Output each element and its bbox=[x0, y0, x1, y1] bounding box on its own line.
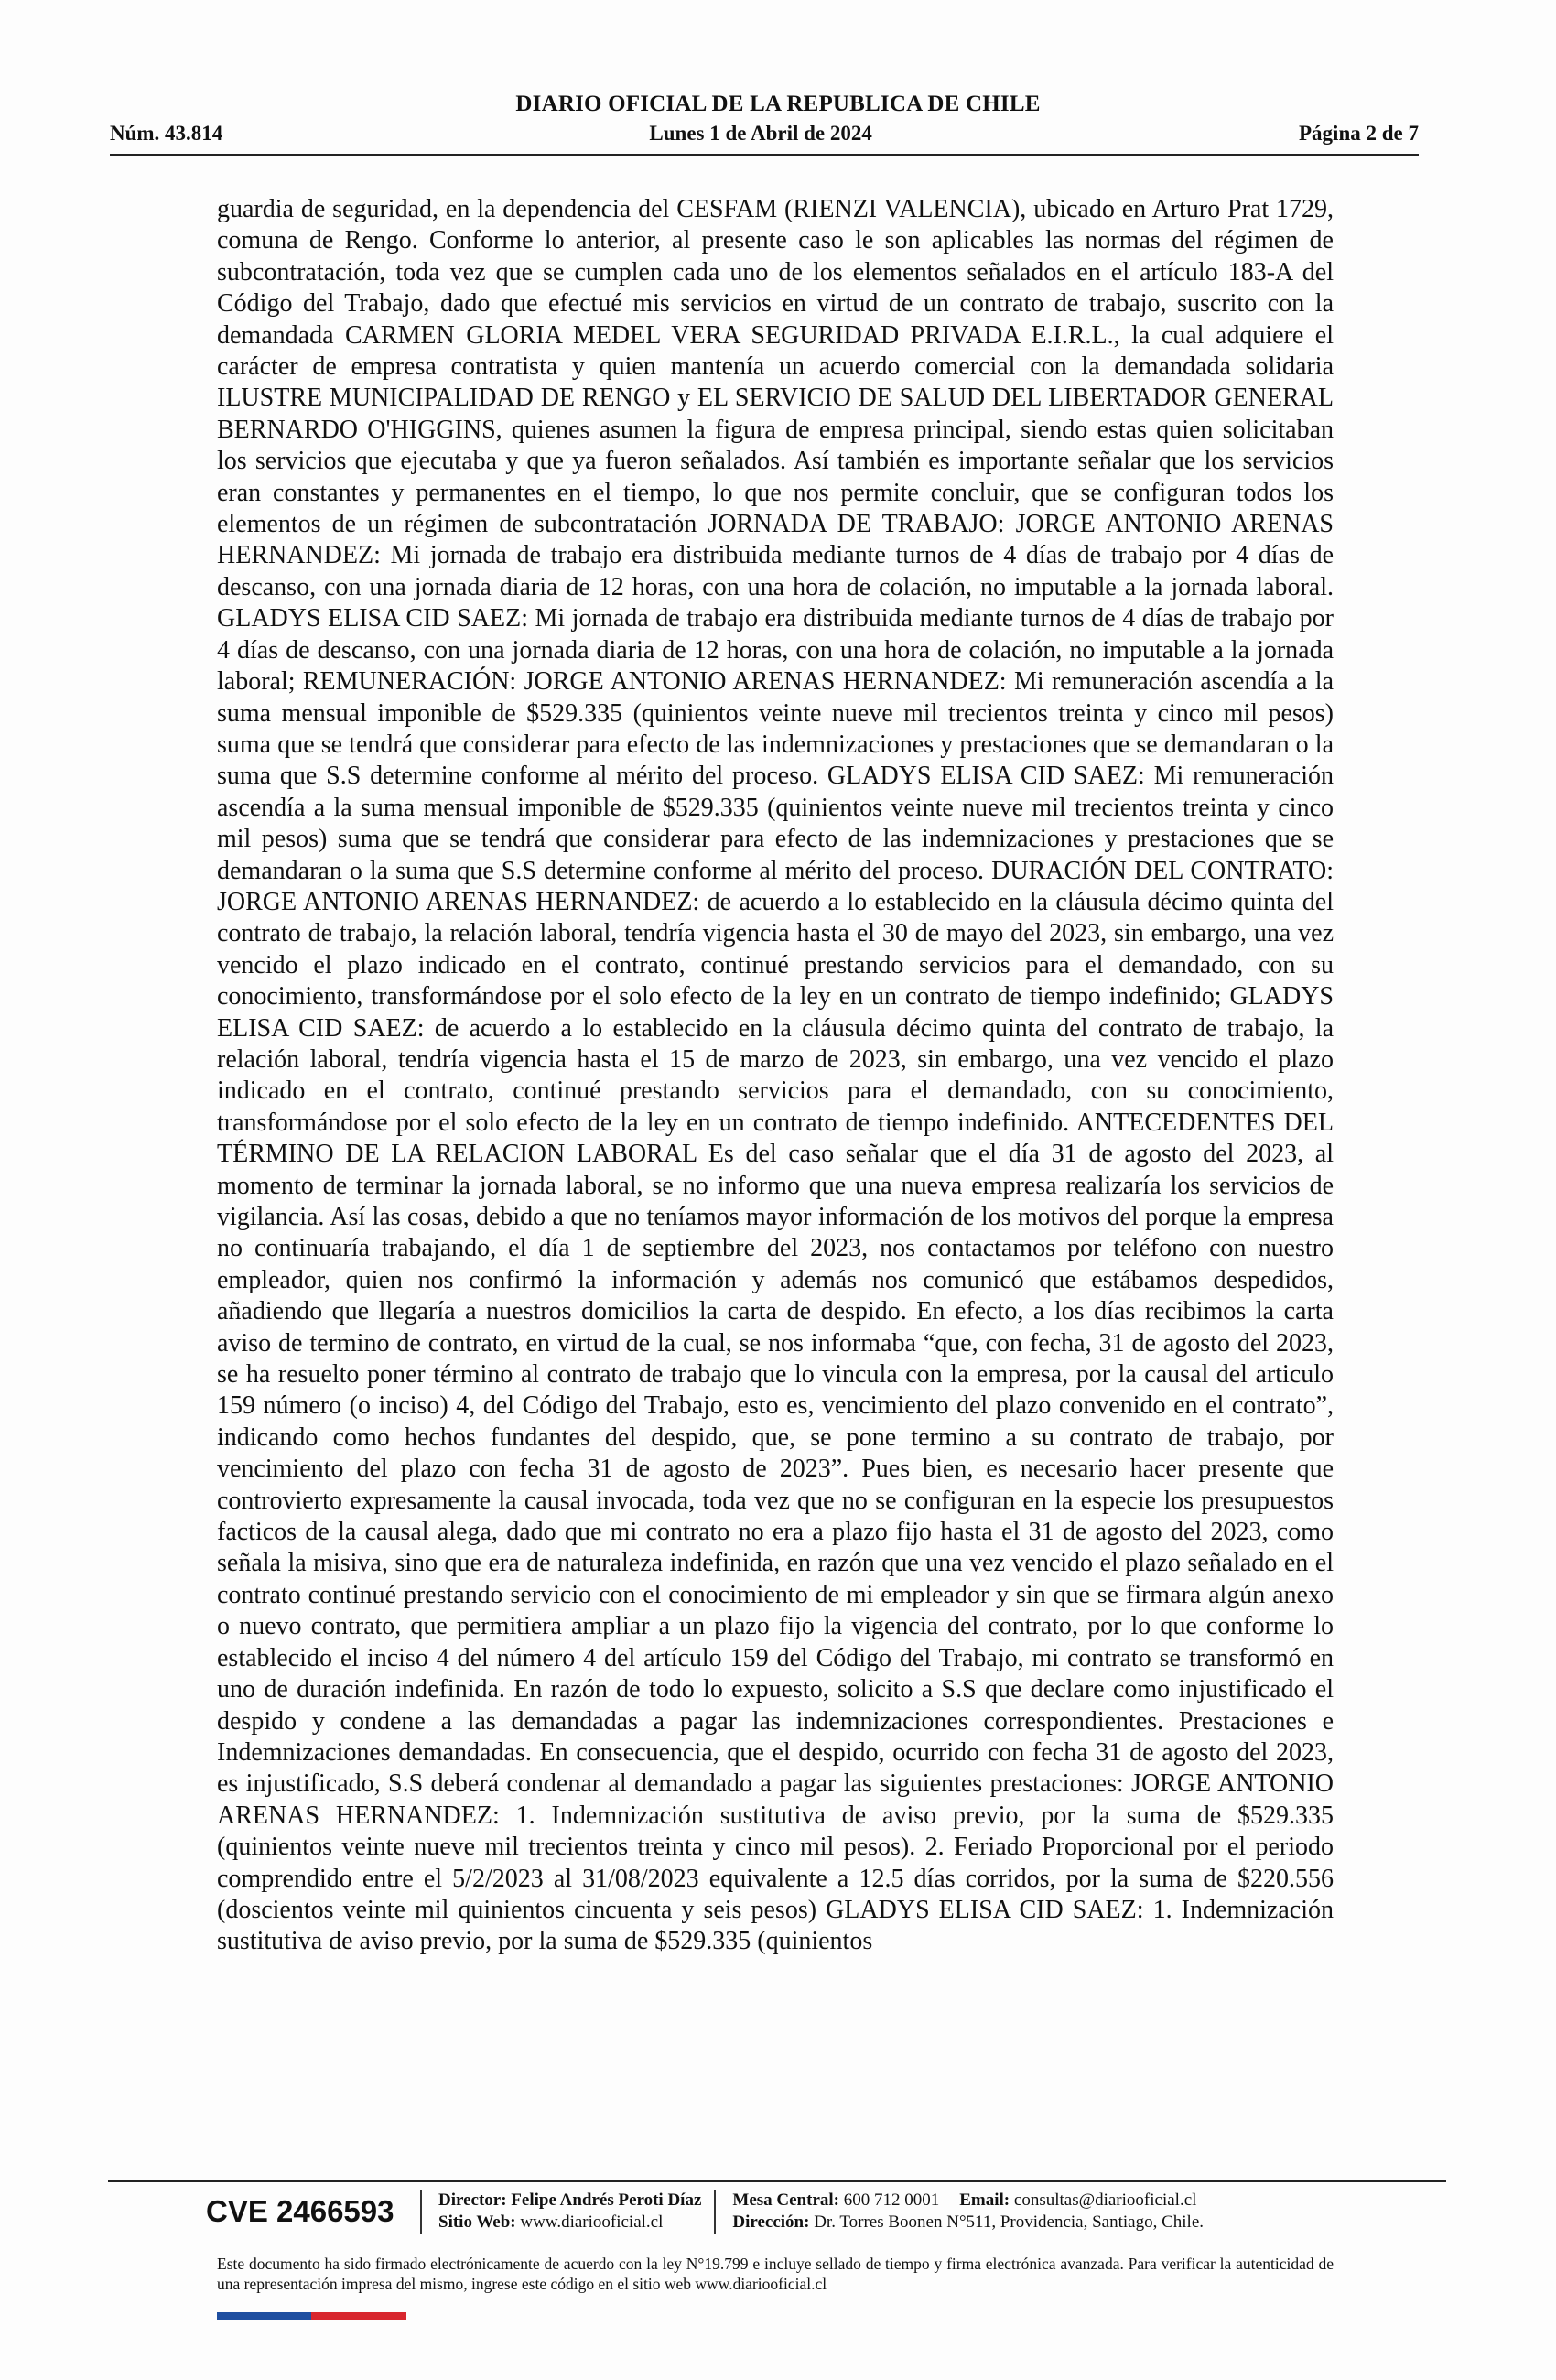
footer-director-block bbox=[420, 2190, 701, 2234]
page-indicator: Página 2 de 7 bbox=[1299, 122, 1419, 145]
footer-contact-block bbox=[714, 2190, 1204, 2234]
website-label: Sitio Web: bbox=[438, 2212, 516, 2232]
header-divider bbox=[110, 154, 1419, 156]
director-label: Director: bbox=[438, 2191, 507, 2210]
flag-blue-bar bbox=[217, 2312, 311, 2320]
phone-label: Mesa Central: bbox=[732, 2191, 839, 2210]
email-label: Email: bbox=[959, 2191, 1010, 2210]
footer-divider-top bbox=[108, 2180, 1446, 2182]
email-link[interactable]: consultas@diariooficial.cl bbox=[1013, 2191, 1197, 2210]
phone-number: 600 712 0001 bbox=[843, 2191, 940, 2210]
website-link[interactable]: www.diariooficial.cl bbox=[520, 2212, 664, 2232]
flag-stripe bbox=[217, 2312, 406, 2320]
issue-date: Lunes 1 de Abril de 2024 bbox=[649, 122, 872, 145]
cve-code: CVE 2466593 bbox=[206, 2194, 394, 2228]
gazette-title: DIARIO OFICIAL DE LA REPUBLICA DE CHILE bbox=[515, 92, 1041, 116]
body-paragraph: guardia de seguridad, en la dependencia del CESFAM (RIENZI VALENCIA), ubicado en Arturo Prat 1729, comuna de Rengo. Conforme lo anterior, al presente caso le son aplicables las normas del régimen de subcontratación, toda vez que se cumplen cada uno de los elementos señalados en el artículo 183-A del Código del Trabajo, dado que efectué mis servicios en virtud de un contrato de trabajo, suscrito con la demandada CARMEN GLORIA MEDEL VERA SEGURIDAD PRIVADA E.I.R.L., la cual adquiere el carácter de empresa contratista y quien mantenía un acuerdo comercial con la demandada solidaria ILUSTRE MUNICIPALIDAD DE RENGO y EL SERVICIO DE SALUD DEL LIBERTADOR GENERAL BERNARDO O'HIGGINS, quienes asumen la figura de empresa principal, siendo estas quien solicitaban los servicios que ejecutaba y que ya fueron señalados. Así también es importante señalar que los servicios eran constantes y permanentes en el tiempo, lo que nos permite concluir, que se configuran todos los elementos de un régimen de subcontratación JORNADA DE TRABAJO: JORGE ANTONIO ARENAS HERNANDEZ: Mi jornada de trabajo era distribuida mediante turnos de 4 días de trabajo por 4 días de descanso, con una jornada diaria de 12 horas, con una hora de colación, no imputable a la jornada laboral. GLADYS ELISA CID SAEZ: Mi jornada de trabajo era distribuida mediante turnos de 4 días de trabajo por 4 días de descanso, con una jornada diaria de 12 horas, con una hora de colación, no imputable a la jornada laboral; REMUNERACIÓN: JORGE ANTONIO ARENAS HERNANDEZ: Mi remuneración ascendía a la suma mensual imponible de $529.335 (quinientos veinte nueve mil trecientos treinta y cinco mil pesos) suma que se tendrá que considerar para efecto de las indemnizaciones y prestaciones que se demandaran o la suma que S.S determine conforme al mérito del proceso. GLADYS ELISA CID SAEZ: Mi remuneración ascendía a la suma mensual imponible de $529.335 (quinientos veinte nueve mil trecientos treinta y cinco mil pesos) suma que se tendrá que considerar para efecto de las indemnizaciones y prestaciones que se demandaran o la suma que S.S determine conforme al mérito del proceso. DURACIÓN DEL CONTRATO: JORGE ANTONIO ARENAS HERNANDEZ: de acuerdo a lo establecido en la cláusula décimo quinta del contrato de trabajo, la relación laboral, tendría vigencia hasta el 30 de mayo del 2023, sin embargo, una vez vencido el plazo indicado en el contrato, continué prestando servicios para el demandado, con su conocimiento, transformándose por el solo efecto de la ley en un contrato de tiempo indefinido; GLADYS ELISA CID SAEZ: de acuerdo a lo establecido en la cláusula décimo quinta del contrato de trabajo, la relación laboral, tendría vigencia hasta el 15 de marzo de 2023, sin embargo, una vez vencido el plazo indicado en el contrato, continué prestando servicios para el demandado, con su conocimiento, transformándose por el solo efecto de la ley en un contrato de tiempo indefinido. ANTECEDENTES DEL TÉRMINO DE LA RELACION LABORAL Es del caso señalar que el día 31 de agosto del 2023, al momento de terminar la jornada laboral, se no informo que una nueva empresa realizaría los servicios de vigilancia. Así las cosas, debido a que no teníamos mayor información de los motivos del porque la empresa no continuaría trabajando, el día 1 de septiembre del 2023, nos contactamos por teléfono con nuestro empleador, quien nos confirmó la información y además nos comunicó que estábamos despedidos, añadiendo que llegaría a nuestros domicilios la carta de despido. En efecto, a los días recibimos la carta aviso de termino de contrato, en virtud de la cual, se nos informaba “que, con fecha, 31 de agosto del 2023, se ha resuelto poner término al contrato de trabajo que lo vincula con la empresa, por la causal del articulo 159 número (o inciso) 4, del Código del Trabajo, esto es, vencimiento del plazo convenido en el contrato”, indicando como hechos fundantes del despido, que, se pone termino a su contrato de trabajo, por vencimiento del plazo con fecha 31 de agosto de 2023”. Pues bien, es necesario hacer presente que controvierto expresamente la causal invocada, toda vez que no se configuran en la especie los presupuestos facticos de la causal alega, dado que mi contrato no era a plazo fijo hasta el 31 de agosto del 2023, como señala la misiva, sino que era de naturaleza indefinida, en razón que una vez vencido el plazo señalado en el contrato continué prestando servicio con el conocimiento de mi empleador y sin que se firmara algún anexo o nuevo contrato, que permitiera ampliar a un plazo fijo la vigencia del contrato, por lo que conforme lo establecido el inciso 4 del número 4 del artículo 159 del Código del Trabajo, mi contrato se transformó en uno de duración indefinida. En razón de todo lo expuesto, solicito a S.S que declare como injustificado el despido y condene a las demandadas a pagar las indemnizaciones correspondientes. Prestaciones e Indemnizaciones demandadas. En consecuencia, que el despido, ocurrido con fecha 31 de agosto del 2023, es injustificado, S.S deberá condenar al demandado a pagar las siguientes prestaciones: JORGE ANTONIO ARENAS HERNANDEZ: 1. Indemnización sustitutiva de aviso previo, por la suma de $529.335 (quinientos veinte nueve mil trecientos treinta y cinco mil pesos). 2. Feriado Proporcional por el periodo comprendido entre el 5/2/2023 al 31/08/2023 equivalente a 12.5 días corridos, por la suma de $220.556 (doscientos veinte mil quinientos cincuenta y seis pesos) GLADYS ELISA CID SAEZ: 1. Indemnización sustitutiva de aviso previo, por la suma de $529.335 (quinientos bbox=[217, 195, 1334, 1956]
header-row bbox=[110, 122, 1419, 146]
signature-note: Este documento ha sido firmado electrónicamente de acuerdo con la ley N°19.799 e incluye sellado de tiempo y firma electrónica avanzada. Para verificar la autenticidad de una representación impresa del mismo, ingrese este código en el sitio web www.diariooficial.cl bbox=[217, 2255, 1334, 2293]
footer-info bbox=[206, 2188, 1204, 2235]
address-label: Dirección: bbox=[732, 2212, 810, 2232]
issue-number: Núm. 43.814 bbox=[110, 122, 223, 145]
address-text: Dr. Torres Boonen N°511, Providencia, Santiago, Chile. bbox=[814, 2212, 1204, 2232]
director-name: Felipe Andrés Peroti Díaz bbox=[511, 2191, 702, 2210]
flag-red-bar bbox=[311, 2312, 406, 2320]
